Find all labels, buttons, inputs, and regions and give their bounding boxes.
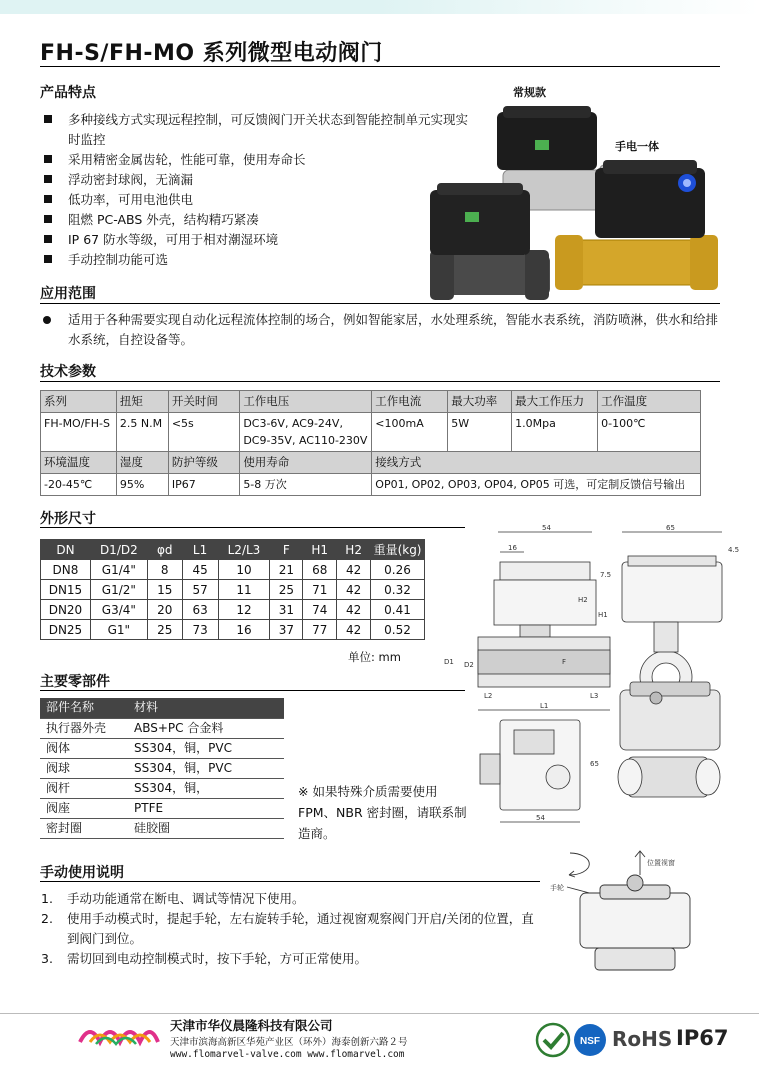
spec-cell: -20-45℃ [41,474,117,496]
svg-text:54: 54 [536,814,545,822]
dimensions-heading: 外形尺寸 [40,511,96,527]
features-heading: 产品特点 [40,85,96,101]
svg-text:54: 54 [542,524,551,532]
dim-header-cell: L2/L3 [218,540,270,560]
label-integrated: 手电一体 [615,140,659,153]
page-title: FH-S/FH-MO 系列微型电动阀门 [40,41,383,66]
certification-check-icon [533,1020,573,1060]
manual-item: 2. 使用手动模式时，提起手轮，左右旋转手轮，通过视窗观察阀门开启/关闭的位置，直到阀门到位。 [41,911,534,946]
feature-item: 多种接线方式实现远程控制，可反馈阀门开关状态到智能控制单元实现实时监控 [40,110,480,150]
top-decor-bar [0,0,759,14]
spec-header-cell: 环境温度 [41,452,117,474]
manual-item: 1. 手动功能通常在断电、调试等情况下使用。 [41,891,305,906]
manual-item: 3. 需切回到电动控制模式时，按下手轮，方可正常使用。 [41,951,368,966]
manual-drawing [545,845,725,980]
spec-header-cell: 工作电流 [372,391,448,413]
feature-item: 采用精密金属齿轮，性能可靠，使用寿命长 [40,150,480,170]
spec-header-cell: 防护等级 [168,452,239,474]
spec-header-cell: 扭矩 [116,391,168,413]
application-item: 适用于各种需要实现自动化远程流体控制的场合，例如智能家居，水处理系统，智能水表系统，消防喷淋，供水和给排水系统，自控设备等。 [40,310,730,350]
manual-list [40,889,540,969]
feature-item: 手动控制功能可选 [40,250,480,270]
dim-header-cell: L1 [182,540,218,560]
feature-item: 浮动密封球阀，无滴漏 [40,170,480,190]
spec-table [40,390,701,496]
spec-header-cell: 最大功率 [448,391,512,413]
spec-value-row-2 [41,474,701,496]
features-list [40,110,480,270]
drawing-front-view [444,524,611,710]
dim-header-cell: 重量(kg) [371,540,425,560]
dimension-header-row [41,540,425,560]
spec-cell: 0-100℃ [598,413,701,452]
feature-item: 低功率，可用电池供电 [40,190,480,210]
company-website[interactable]: www.flomarvel-valve.com www.flomarvel.com [170,1049,405,1060]
table-row: 阀球 SS304，铜，PVC [40,758,284,778]
svg-text:H2: H2 [578,596,588,604]
svg-text:手轮: 手轮 [550,884,564,892]
company-logo-icon [78,1020,160,1048]
spec-cell: OP01, OP02, OP03, OP04, OP05 可选，可定制反馈信号输出 [372,474,701,496]
svg-text:L3: L3 [590,692,599,700]
table-row: 阀体 SS304，铜，PVC [40,738,284,758]
svg-text:F: F [562,658,567,666]
manual-heading: 手动使用说明 [40,865,124,881]
spec-header-cell: 系列 [41,391,117,413]
spec-cell: 1.0Mpa [512,413,598,452]
drawing-side-view [622,524,739,703]
rohs-badge: RoHS [612,1027,673,1051]
svg-text:4.5: 4.5 [728,546,740,554]
application-divider [40,303,720,304]
company-address: 天津市滨海高新区华苑产业区（环外）海泰创新六路２号 [170,1037,408,1048]
spec-header-cell: 接线方式 [372,452,701,474]
svg-text:位置视窗: 位置视窗 [647,859,675,867]
spec-header-cell: 开关时间 [168,391,239,413]
spec-cell: 2.5 N.M [116,413,168,452]
spec-cell: IP67 [168,474,239,496]
svg-text:65: 65 [666,524,675,532]
spec-value-row-1 [41,413,701,452]
table-row: DN15 G1/2" 15 57 11 25 71 42 0.32 [41,580,425,600]
spec-header-cell: 最大工作压力 [512,391,598,413]
title-divider [40,66,720,67]
dimension-table [40,539,425,640]
svg-text:7.5: 7.5 [600,571,612,579]
svg-text:65: 65 [590,760,599,768]
dim-header-cell: DN [41,540,91,560]
feature-item: IP 67 防水等级，可用于相对潮湿环境 [40,230,480,250]
drawing-top-view [480,720,599,822]
parts-header-row: 部件名称 材料 [40,698,284,718]
drawing-iso-view [618,682,720,797]
spec-header-row-1 [41,391,701,413]
svg-text:L2: L2 [484,692,493,700]
application-heading: 应用范围 [40,286,96,302]
dim-header-cell: H1 [303,540,337,560]
svg-text:D1: D1 [444,658,454,666]
spec-cell: FH-MO/FH-S [41,413,117,452]
specs-divider [40,381,720,382]
table-row: 阀杆 SS304，铜， [40,778,284,798]
table-row: DN25 G1" 25 73 16 37 77 42 0.52 [41,620,425,640]
svg-text:D2: D2 [464,661,474,669]
dim-header-cell: D1/D2 [90,540,147,560]
parts-divider [40,690,465,691]
spec-cell: <5s [168,413,239,452]
spec-cell: 5W [448,413,512,452]
unit-label: 单位: mm [348,650,401,664]
spec-cell: <100mA [372,413,448,452]
table-row: 执行器外壳 ABS+PC 合金料 [40,718,284,738]
parts-note: ※ 如果特殊介质需要使用 FPM、NBR 密封圈，请联系制造商。 [298,784,467,841]
svg-text:H1: H1 [598,611,608,619]
specs-heading: 技术参数 [40,364,96,380]
svg-text:L1: L1 [540,702,549,710]
table-row: 阀座 PTFE [40,798,284,818]
rotate-arrow-icon [569,853,589,875]
label-regular: 常规款 [513,86,546,99]
svg-text:NSF: NSF [580,1036,600,1047]
spec-header-cell: 使用寿命 [240,452,372,474]
parts-table [40,698,284,839]
table-row: 密封圈 硅胶圈 [40,818,284,838]
technical-drawings [440,522,740,842]
spec-header-cell: 工作温度 [598,391,701,413]
svg-text:16: 16 [508,544,517,552]
spec-cell: 5-8 万次 [240,474,372,496]
feature-item: 阻燃 PC-ABS 外壳，结构精巧紧凑 [40,210,480,230]
dim-header-cell: H2 [337,540,371,560]
dim-header-cell: φd [147,540,182,560]
spec-header-cell: 湿度 [116,452,168,474]
spec-cell-voltage: DC3-6V, AC9-24V, DC9-35V, AC110-230V [240,413,372,452]
company-name: 天津市华仪晨隆科技有限公司 [170,1018,333,1033]
dim-header-cell: F [270,540,303,560]
dimensions-divider [40,527,465,528]
product-photos [425,80,725,305]
footer-divider [0,1013,759,1014]
application-list [40,310,730,350]
spec-header-cell: 工作电压 [240,391,372,413]
table-row: DN20 G3/4" 20 63 12 31 74 42 0.41 [41,600,425,620]
nsf-logo-icon [572,1022,608,1058]
parts-heading: 主要零部件 [40,674,110,690]
spec-header-row-2 [41,452,701,474]
ip67-badge: IP67 [676,1026,729,1050]
manual-divider [40,881,540,882]
spec-cell: 95% [116,474,168,496]
table-row: DN8 G1/4" 8 45 10 21 68 42 0.26 [41,560,425,580]
